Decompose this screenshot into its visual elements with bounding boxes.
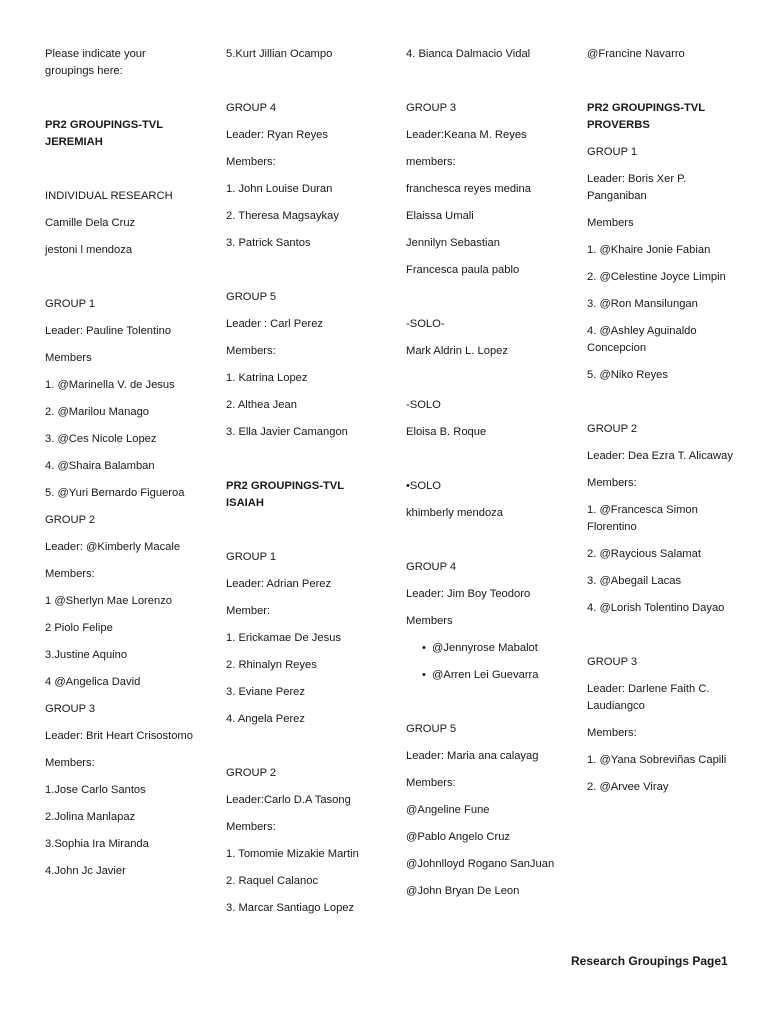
- text-line: 2. Althea Jean: [226, 399, 297, 411]
- text-line: Members: [45, 352, 92, 364]
- text-column-2: [226, 46, 376, 927]
- text-line: 3. Marcar Santiago Lopez: [226, 902, 355, 914]
- text-line: 4.John Jc Javier: [45, 865, 126, 877]
- text-line: 2. Theresa Magsaykay: [226, 210, 339, 222]
- text-line: Mark Aldrin L. Lopez: [406, 345, 508, 357]
- text-line: 1. @Marinella V. de Jesus: [45, 379, 175, 391]
- text-line: 1. @Francesca Simon Florentino: [587, 504, 698, 533]
- text-line: Leader: Maria ana calayag: [406, 750, 539, 762]
- text-line: Francesca paula pablo: [406, 264, 520, 276]
- text-line: Members:: [226, 345, 276, 357]
- text-line: 2. @Marilou Manago: [45, 406, 150, 418]
- text-line: Members:: [226, 821, 276, 833]
- text-line: 2 Piolo Felipe: [45, 622, 113, 634]
- text-line: Members: [587, 217, 634, 229]
- text-line: Jennilyn Sebastian: [406, 237, 500, 249]
- text-line: Leader: Adrian Perez: [226, 578, 332, 590]
- text-line: Leader:Carlo D.A Tasong: [226, 794, 351, 806]
- text-line: 3. @Ces Nicole Lopez: [45, 433, 157, 445]
- blank-line: [406, 694, 558, 711]
- text-line: 3. Ella Javier Camangon: [226, 426, 348, 438]
- text-line: franchesca reyes medina: [406, 183, 531, 195]
- text-line: GROUP 3: [587, 656, 638, 668]
- text-line: Leader: Jim Boy Teodoro: [406, 588, 531, 600]
- text-line: members:: [406, 156, 456, 168]
- text-line: GROUP 4: [226, 102, 277, 114]
- blank-line: [406, 370, 558, 387]
- text-line: Eloisa B. Roque: [406, 426, 487, 438]
- text-line: 1. @Yana Sobreviñas Capili: [587, 754, 727, 766]
- text-line: 4. Angela Perez: [226, 713, 305, 725]
- text-line: 4. @Shaira Balamban: [45, 460, 155, 472]
- text-line: 5. @Yuri Bernardo Figueroa: [45, 487, 185, 499]
- text-line: 2. @Arvee Viray: [587, 781, 669, 793]
- text-line: Members:: [406, 777, 456, 789]
- text-line: 1. @Khaire Jonie Fabian: [587, 244, 711, 256]
- section-heading: PR2 GROUPINGS-TVL JEREMIAH: [45, 119, 163, 148]
- text-line: 4. @Ashley Aguinaldo Concepcion: [587, 325, 697, 354]
- text-line: Please indicate your groupings here:: [45, 48, 146, 77]
- section-heading: PR2 GROUPINGS-TVL ISAIAH: [226, 480, 344, 509]
- text-line: 3. @Abegail Lacas: [587, 575, 682, 587]
- text-line: GROUP 5: [406, 723, 457, 735]
- text-column-4: [587, 46, 737, 806]
- blank-line: [587, 394, 737, 411]
- text-line: GROUP 3: [406, 102, 457, 114]
- text-line: 1. Katrina Lopez: [226, 372, 308, 384]
- text-line: Leader : Carl Perez: [226, 318, 324, 330]
- text-column-1: [45, 46, 195, 890]
- blank-line: [45, 90, 195, 107]
- bullet-item: • @Jennyrose Mabalot: [406, 640, 558, 657]
- text-line: Member:: [226, 605, 271, 617]
- text-line: GROUP 5: [226, 291, 277, 303]
- blank-line: [45, 161, 195, 178]
- text-line: 2.Jolina Manlapaz: [45, 811, 136, 823]
- text-line: -SOLO: [406, 399, 441, 411]
- text-line: 2. @Celestine Joyce Limpin: [587, 271, 726, 283]
- text-line: 1.Jose Carlo Santos: [45, 784, 146, 796]
- text-line: 5.Kurt Jillian Ocampo: [226, 48, 333, 60]
- blank-line: [226, 522, 376, 539]
- text-line: 1. Tomomie Mizakie Martin: [226, 848, 359, 860]
- section-heading: PR2 GROUPINGS-TVL PROVERBS: [587, 102, 705, 131]
- blank-line: [587, 627, 737, 644]
- text-line: 4 @Angelica David: [45, 676, 141, 688]
- blank-line: [226, 73, 376, 90]
- page-footer: Research Groupings Page1: [571, 954, 728, 968]
- text-line: Leader: Boris Xer P. Panganiban: [587, 173, 687, 202]
- text-line: 4. Bianca Dalmacio Vidal: [406, 48, 531, 60]
- text-line: 2. @Raycious Salamat: [587, 548, 701, 560]
- text-line: -SOLO-: [406, 318, 445, 330]
- text-line: Leader: Dea Ezra T. Alicaway: [587, 450, 733, 462]
- text-line: Members:: [587, 477, 637, 489]
- text-line: Leader: Darlene Faith C. Laudiangco: [587, 683, 710, 712]
- blank-line: [226, 262, 376, 279]
- text-line: 3. @Ron Mansilungan: [587, 298, 698, 310]
- text-line: @Angeline Fune: [406, 804, 490, 816]
- text-line: Members:: [226, 156, 276, 168]
- text-line: 3. Eviane Perez: [226, 686, 305, 698]
- text-line: Members:: [45, 568, 95, 580]
- text-line: GROUP 1: [45, 298, 96, 310]
- text-line: 1 @Sherlyn Mae Lorenzo: [45, 595, 173, 607]
- text-line: @Johnlloyd Rogano SanJuan: [406, 858, 555, 870]
- text-line: Leader:Keana M. Reyes: [406, 129, 527, 141]
- text-line: Members: [406, 615, 453, 627]
- text-line: GROUP 2: [45, 514, 96, 526]
- text-line: 2. Rhinalyn Reyes: [226, 659, 317, 671]
- text-line: @John Bryan De Leon: [406, 885, 520, 897]
- text-line: khimberly mendoza: [406, 507, 504, 519]
- blank-line: [406, 289, 558, 306]
- bullet-item: • @Arren Lei Guevarra: [406, 667, 558, 684]
- blank-line: [226, 738, 376, 755]
- text-line: 5. @Niko Reyes: [587, 369, 668, 381]
- text-column-3: [406, 46, 558, 910]
- text-line: GROUP 3: [45, 703, 96, 715]
- text-line: 1. Erickamae De Jesus: [226, 632, 342, 644]
- blank-line: [226, 451, 376, 468]
- text-line: Leader: Brit Heart Crisostomo: [45, 730, 193, 742]
- blank-line: [406, 532, 558, 549]
- text-line: GROUP 1: [226, 551, 277, 563]
- blank-line: [406, 451, 558, 468]
- text-line: @Pablo Angelo Cruz: [406, 831, 511, 843]
- text-line: Camille Dela Cruz: [45, 217, 136, 229]
- text-line: 3.Justine Aquino: [45, 649, 128, 661]
- text-line: Members:: [587, 727, 637, 739]
- text-line: INDIVIDUAL RESEARCH: [45, 190, 173, 202]
- text-line: •SOLO: [406, 480, 442, 492]
- text-line: 2. Raquel Calanoc: [226, 875, 319, 887]
- text-line: Leader: Ryan Reyes: [226, 129, 328, 141]
- text-line: Elaissa Umali: [406, 210, 474, 222]
- text-line: GROUP 4: [406, 561, 457, 573]
- text-line: GROUP 2: [226, 767, 277, 779]
- text-line: GROUP 2: [587, 423, 638, 435]
- text-line: 3.Sophia Ira Miranda: [45, 838, 149, 850]
- blank-line: [587, 73, 737, 90]
- blank-line: [406, 73, 558, 90]
- text-line: Members:: [45, 757, 95, 769]
- text-line: 4. @Lorish Tolentino Dayao: [587, 602, 725, 614]
- text-line: jestoni l mendoza: [45, 244, 133, 256]
- text-line: Leader: Pauline Tolentino: [45, 325, 172, 337]
- text-line: 3. Patrick Santos: [226, 237, 311, 249]
- text-line: Leader: @Kimberly Macale: [45, 541, 181, 553]
- text-line: 1. John Louise Duran: [226, 183, 333, 195]
- text-line: @Francine Navarro: [587, 48, 685, 60]
- blank-line: [45, 269, 195, 286]
- text-line: GROUP 1: [587, 146, 638, 158]
